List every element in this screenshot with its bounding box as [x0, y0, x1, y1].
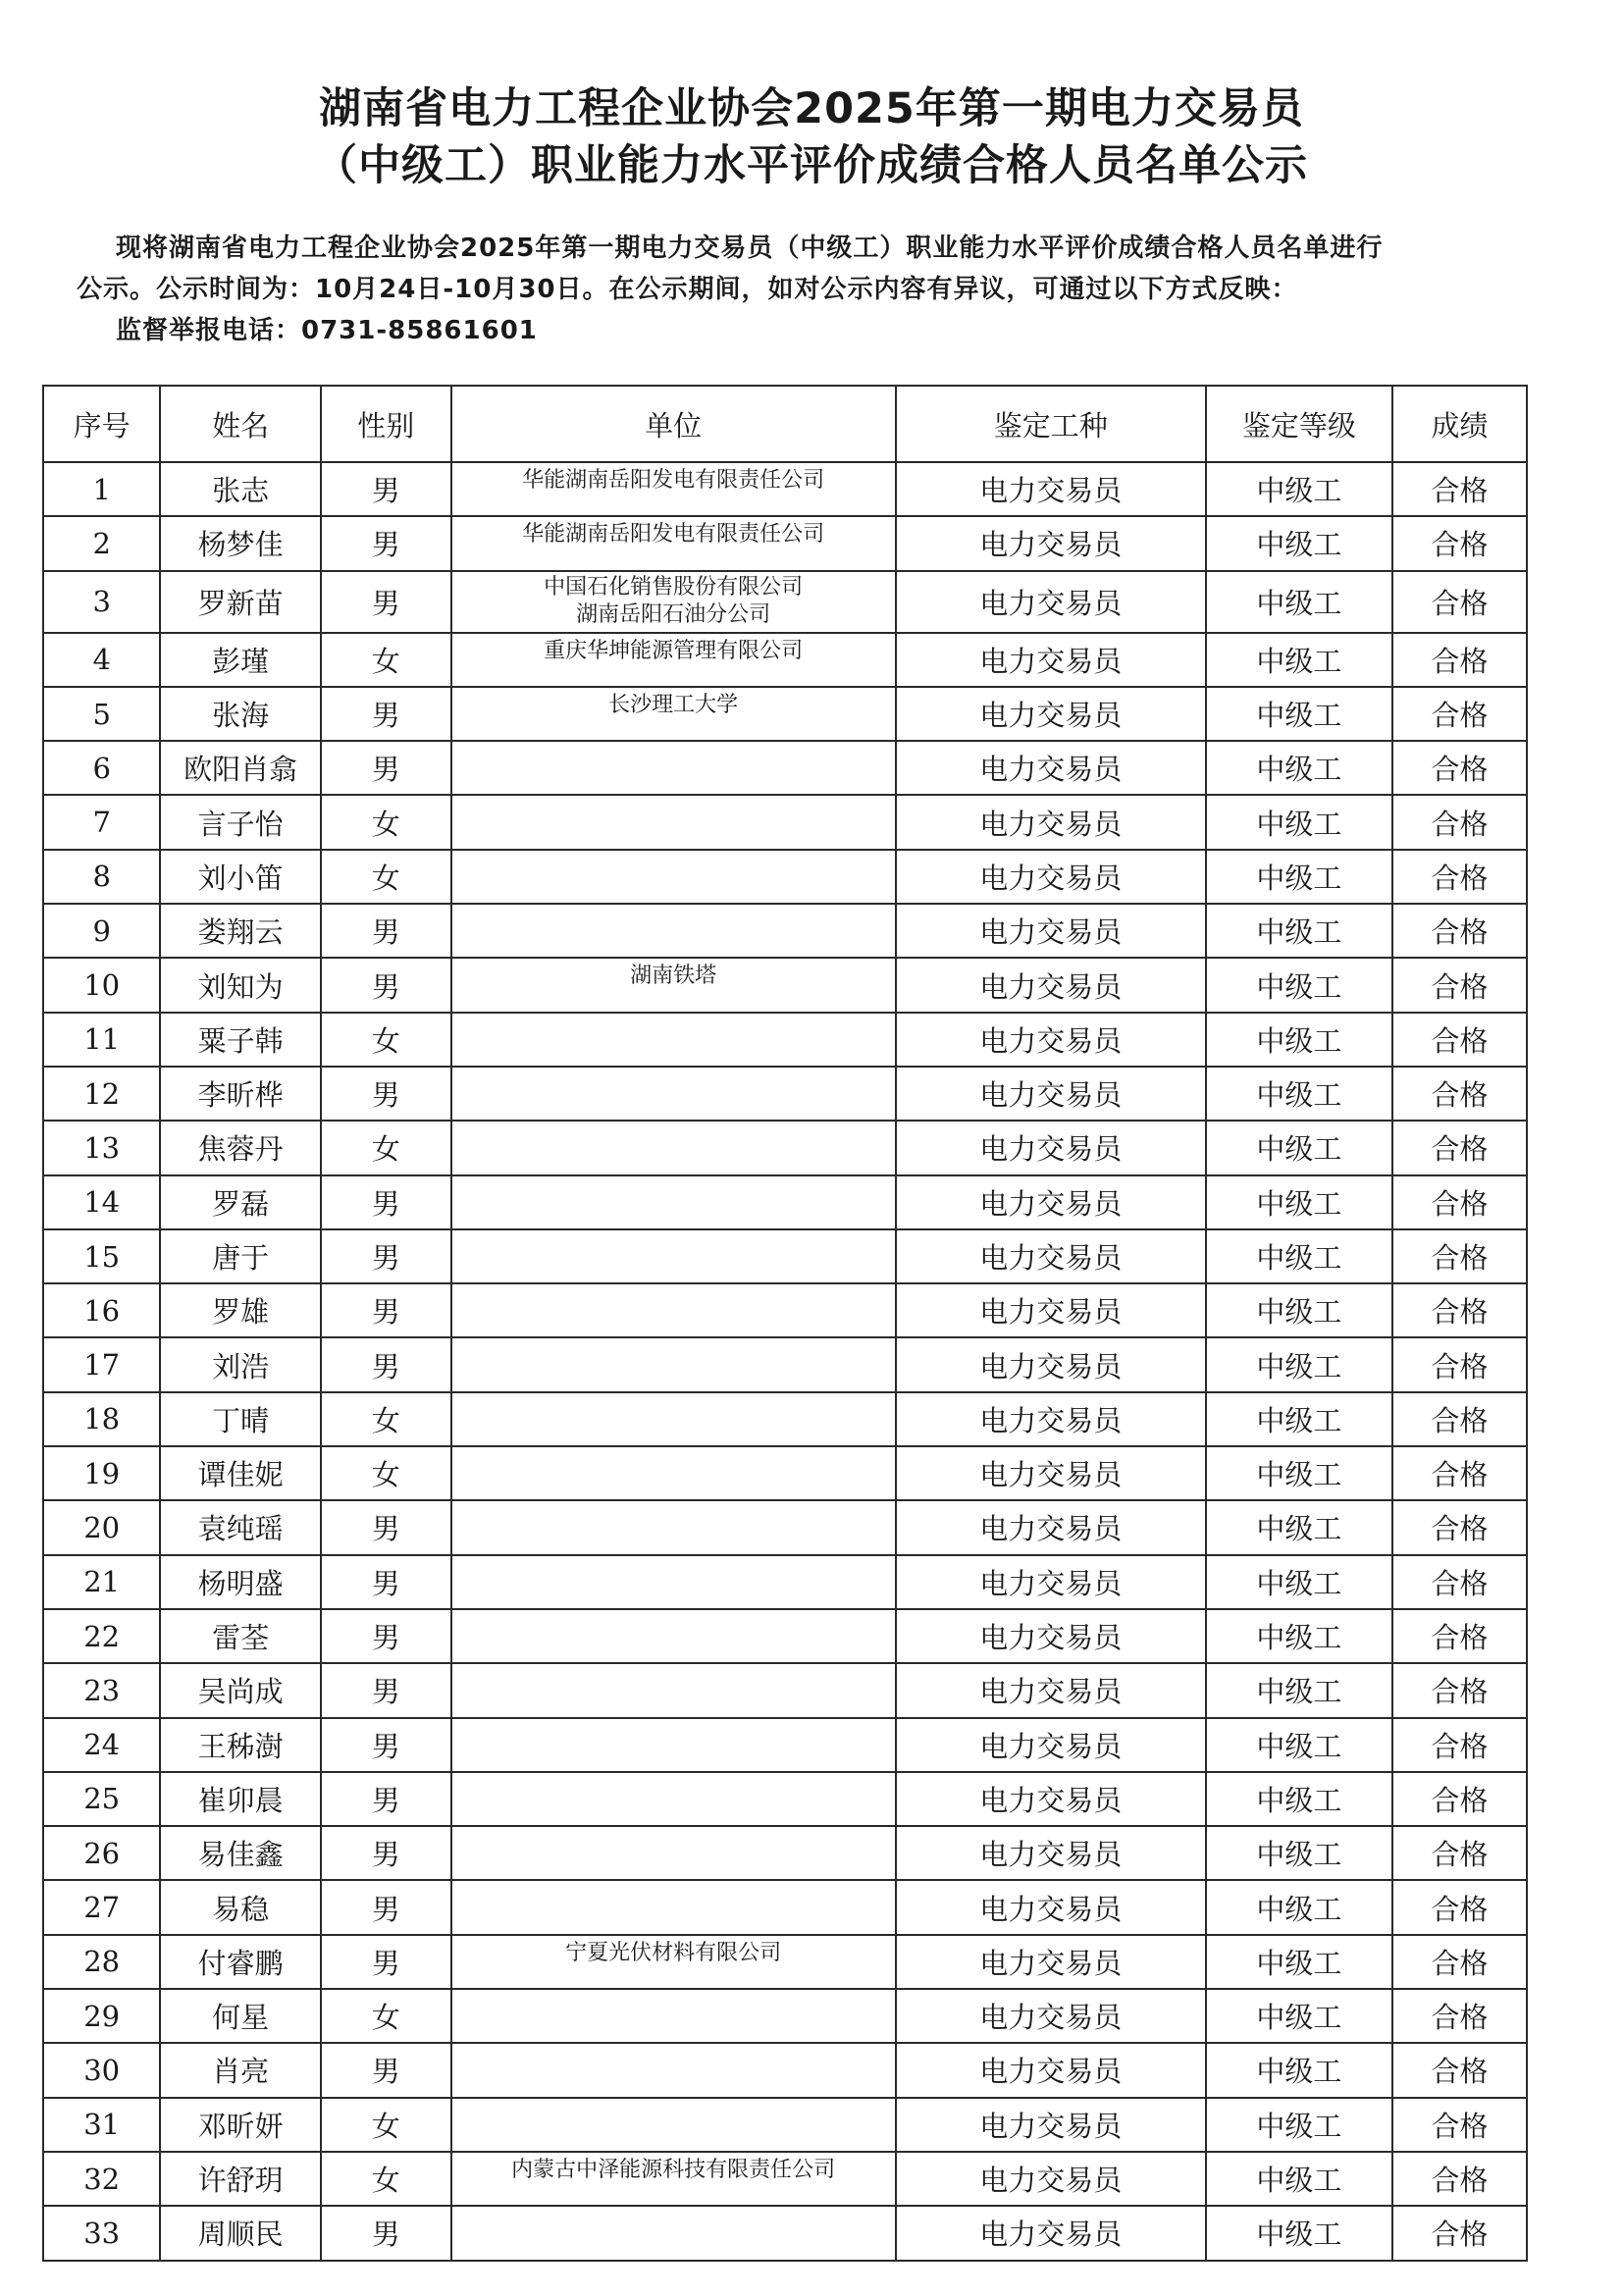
table-row: [43, 1989, 1527, 2043]
cell-result: 合格: [1392, 2206, 1527, 2260]
cell-no: 4: [43, 633, 160, 687]
cell-org: [451, 1121, 896, 1174]
cell-gender: 女: [321, 1989, 451, 2043]
table-row: [43, 1609, 1527, 1663]
cell-gender: 男: [321, 904, 451, 958]
cell-org: [451, 1718, 896, 1772]
cell-gender: 男: [321, 1718, 451, 1772]
cell-result: 合格: [1392, 2152, 1527, 2206]
cell-gender: 女: [321, 633, 451, 687]
intro-line-3: 监督举报电话：0731-85861601: [116, 316, 538, 345]
cell-org: [451, 1446, 896, 1500]
header-gender: 性别: [321, 386, 451, 462]
cell-no: 20: [43, 1500, 160, 1554]
cell-gender: 男: [321, 1229, 451, 1283]
table-row: [43, 850, 1527, 904]
cell-org: [451, 1175, 896, 1229]
cell-level: 中级工: [1206, 516, 1392, 570]
cell-level: 中级工: [1206, 850, 1392, 904]
org-line: 湖南铁塔: [630, 964, 717, 989]
cell-no: 13: [43, 1121, 160, 1174]
cell-org: [451, 687, 896, 741]
cell-gender: 男: [321, 741, 451, 795]
cell-no: 33: [43, 2206, 160, 2260]
table-row: [43, 516, 1527, 570]
cell-level: 中级工: [1206, 2152, 1392, 2206]
cell-gender: 男: [321, 1826, 451, 1880]
cell-job: 电力交易员: [896, 633, 1206, 687]
cell-org: [451, 516, 896, 570]
cell-org: [451, 1283, 896, 1337]
cell-gender: 男: [321, 687, 451, 741]
cell-name: 李昕桦: [160, 1067, 321, 1121]
header-result: 成绩: [1392, 386, 1527, 462]
cell-level: 中级工: [1206, 1229, 1392, 1283]
cell-level: 中级工: [1206, 1609, 1392, 1663]
table-row: [43, 1446, 1527, 1500]
cell-no: 3: [43, 571, 160, 633]
cell-no: 23: [43, 1663, 160, 1717]
cell-no: 31: [43, 2098, 160, 2152]
cell-level: 中级工: [1206, 958, 1392, 1012]
intro-line-2: 公示。公示时间为：10月24日-10月30日。在公示期间，如对公示内容有异议，可通过以下方式反映：: [77, 275, 1298, 304]
cell-gender: 男: [321, 1772, 451, 1826]
cell-gender: 男: [321, 2043, 451, 2097]
org-line: 宁夏光伏材料有限公司: [565, 1940, 782, 1965]
table-row: [43, 795, 1527, 849]
cell-no: 2: [43, 516, 160, 570]
cell-job: 电力交易员: [896, 1337, 1206, 1391]
org-line: 华能湖南岳阳发电有限责任公司: [522, 522, 825, 548]
cell-job: 电力交易员: [896, 1446, 1206, 1500]
cell-result: 合格: [1392, 687, 1527, 741]
cell-result: 合格: [1392, 850, 1527, 904]
cell-result: 合格: [1392, 1446, 1527, 1500]
cell-job: 电力交易员: [896, 958, 1206, 1012]
cell-job: 电力交易员: [896, 850, 1206, 904]
table-row: [43, 958, 1527, 1012]
cell-org: [451, 741, 896, 795]
cell-job: 电力交易员: [896, 1880, 1206, 1934]
intro-line-1: 现将湖南省电力工程企业协会2025年第一期电力交易员（中级工）职业能力水平评价成绩合格人员名单进行: [116, 234, 1384, 263]
cell-gender: 女: [321, 1121, 451, 1174]
cell-level: 中级工: [1206, 1935, 1392, 1989]
cell-name: 邓昕妍: [160, 2098, 321, 2152]
cell-name: 欧阳肖翕: [160, 741, 321, 795]
table-row: [43, 741, 1527, 795]
cell-name: 罗雄: [160, 1283, 321, 1337]
cell-level: 中级工: [1206, 904, 1392, 958]
table-row: [43, 1067, 1527, 1121]
cell-job: 电力交易员: [896, 1555, 1206, 1609]
cell-gender: 女: [321, 850, 451, 904]
cell-no: 5: [43, 687, 160, 741]
cell-level: 中级工: [1206, 1013, 1392, 1067]
cell-job: 电力交易员: [896, 1392, 1206, 1446]
cell-name: 吴尚成: [160, 1663, 321, 1717]
cell-gender: 男: [321, 1609, 451, 1663]
cell-name: 刘浩: [160, 1337, 321, 1391]
cell-result: 合格: [1392, 1880, 1527, 1934]
cell-no: 14: [43, 1175, 160, 1229]
cell-name: 丁晴: [160, 1392, 321, 1446]
header-org: 单位: [451, 386, 896, 462]
cell-result: 合格: [1392, 516, 1527, 570]
cell-gender: 男: [321, 1935, 451, 1989]
cell-job: 电力交易员: [896, 2206, 1206, 2260]
cell-name: 张海: [160, 687, 321, 741]
table-row: [43, 1337, 1527, 1391]
cell-level: 中级工: [1206, 571, 1392, 633]
cell-org: [451, 2043, 896, 2097]
cell-org: [451, 958, 896, 1012]
cell-org: [451, 2152, 896, 2206]
cell-job: 电力交易员: [896, 904, 1206, 958]
cell-no: 9: [43, 904, 160, 958]
cell-gender: 女: [321, 1392, 451, 1446]
cell-org: [451, 1935, 896, 1989]
cell-gender: 男: [321, 571, 451, 633]
cell-result: 合格: [1392, 1609, 1527, 1663]
cell-job: 电力交易员: [896, 1989, 1206, 2043]
table-row: [43, 1121, 1527, 1174]
cell-level: 中级工: [1206, 2098, 1392, 2152]
intro-paragraph: [77, 228, 1548, 351]
cell-result: 合格: [1392, 904, 1527, 958]
cell-name: 刘知为: [160, 958, 321, 1012]
cell-result: 合格: [1392, 795, 1527, 849]
cell-no: 17: [43, 1337, 160, 1391]
cell-result: 合格: [1392, 1229, 1527, 1283]
cell-org: [451, 1609, 896, 1663]
cell-level: 中级工: [1206, 1500, 1392, 1554]
table-row: [43, 633, 1527, 687]
cell-job: 电力交易员: [896, 1175, 1206, 1229]
cell-name: 杨梦佳: [160, 516, 321, 570]
cell-gender: 男: [321, 516, 451, 570]
cell-org: [451, 1337, 896, 1391]
cell-no: 25: [43, 1772, 160, 1826]
cell-org: [451, 795, 896, 849]
table-row: [43, 1718, 1527, 1772]
cell-no: 29: [43, 1989, 160, 2043]
cell-name: 付睿鹏: [160, 1935, 321, 1989]
cell-name: 彭瑾: [160, 633, 321, 687]
table-row: [43, 1935, 1527, 1989]
cell-result: 合格: [1392, 1013, 1527, 1067]
cell-name: 易佳鑫: [160, 1826, 321, 1880]
header-job: 鉴定工种: [896, 386, 1206, 462]
table-body: [43, 462, 1527, 2261]
cell-result: 合格: [1392, 1121, 1527, 1174]
cell-level: 中级工: [1206, 1121, 1392, 1174]
cell-result: 合格: [1392, 1663, 1527, 1717]
cell-name: 何星: [160, 1989, 321, 2043]
cell-no: 10: [43, 958, 160, 1012]
cell-name: 王秭澍: [160, 1718, 321, 1772]
cell-no: 16: [43, 1283, 160, 1337]
cell-result: 合格: [1392, 2098, 1527, 2152]
cell-result: 合格: [1392, 1772, 1527, 1826]
cell-no: 27: [43, 1880, 160, 1934]
page-title-line1: 湖南省电力工程企业协会2025年第一期电力交易员: [319, 84, 1304, 133]
cell-job: 电力交易员: [896, 1826, 1206, 1880]
org-line: 中国石化销售股份有限公司: [544, 575, 804, 600]
table-row: [43, 687, 1527, 741]
cell-no: 22: [43, 1609, 160, 1663]
cell-job: 电力交易员: [896, 1772, 1206, 1826]
cell-no: 28: [43, 1935, 160, 1989]
cell-org: [451, 1555, 896, 1609]
cell-org: [451, 1989, 896, 2043]
cell-no: 26: [43, 1826, 160, 1880]
cell-no: 19: [43, 1446, 160, 1500]
table-row: [43, 571, 1527, 633]
table-header-row: [43, 386, 1527, 462]
cell-job: 电力交易员: [896, 795, 1206, 849]
cell-org: [451, 2098, 896, 2152]
cell-name: 许舒玥: [160, 2152, 321, 2206]
table-row: [43, 1013, 1527, 1067]
cell-job: 电力交易员: [896, 1609, 1206, 1663]
cell-name: 罗磊: [160, 1175, 321, 1229]
cell-job: 电力交易员: [896, 741, 1206, 795]
table-row: [43, 2152, 1527, 2206]
cell-level: 中级工: [1206, 795, 1392, 849]
cell-gender: 男: [321, 1067, 451, 1121]
cell-org: [451, 1392, 896, 1446]
org-line: 重庆华坤能源管理有限公司: [544, 638, 804, 663]
org-line: 华能湖南岳阳发电有限责任公司: [522, 468, 825, 493]
table-row: [43, 1500, 1527, 1554]
cell-job: 电力交易员: [896, 462, 1206, 516]
cell-level: 中级工: [1206, 1283, 1392, 1337]
cell-no: 24: [43, 1718, 160, 1772]
cell-name: 粟子韩: [160, 1013, 321, 1067]
cell-result: 合格: [1392, 462, 1527, 516]
cell-org: [451, 1229, 896, 1283]
table-row: [43, 1229, 1527, 1283]
cell-gender: 女: [321, 795, 451, 849]
cell-level: 中级工: [1206, 1663, 1392, 1717]
cell-job: 电力交易员: [896, 516, 1206, 570]
cell-level: 中级工: [1206, 1772, 1392, 1826]
cell-org: [451, 1663, 896, 1717]
cell-name: 罗新苗: [160, 571, 321, 633]
cell-no: 11: [43, 1013, 160, 1067]
cell-gender: 男: [321, 2206, 451, 2260]
cell-org: [451, 850, 896, 904]
cell-org: [451, 1826, 896, 1880]
cell-gender: 女: [321, 2098, 451, 2152]
page-title-line2: （中级工）职业能力水平评价成绩合格人员名单公示: [315, 141, 1308, 190]
cell-result: 合格: [1392, 1935, 1527, 1989]
cell-job: 电力交易员: [896, 1229, 1206, 1283]
cell-level: 中级工: [1206, 687, 1392, 741]
table-row: [43, 2098, 1527, 2152]
cell-name: 言子怡: [160, 795, 321, 849]
cell-no: 1: [43, 462, 160, 516]
cell-job: 电力交易员: [896, 1935, 1206, 1989]
table-row: [43, 1880, 1527, 1934]
cell-no: 21: [43, 1555, 160, 1609]
cell-level: 中级工: [1206, 741, 1392, 795]
cell-no: 8: [43, 850, 160, 904]
table-row: [43, 1283, 1527, 1337]
cell-gender: 女: [321, 1013, 451, 1067]
cell-level: 中级工: [1206, 2206, 1392, 2260]
cell-job: 电力交易员: [896, 1283, 1206, 1337]
cell-org: [451, 1880, 896, 1934]
cell-level: 中级工: [1206, 1337, 1392, 1391]
cell-result: 合格: [1392, 1392, 1527, 1446]
cell-name: 易稳: [160, 1880, 321, 1934]
cell-job: 电力交易员: [896, 687, 1206, 741]
cell-org: [451, 1067, 896, 1121]
cell-gender: 男: [321, 462, 451, 516]
table-row: [43, 1826, 1527, 1880]
table-row: [43, 904, 1527, 958]
cell-org: [451, 2206, 896, 2260]
cell-level: 中级工: [1206, 1555, 1392, 1609]
cell-name: 谭佳妮: [160, 1446, 321, 1500]
cell-level: 中级工: [1206, 1067, 1392, 1121]
cell-gender: 男: [321, 1283, 451, 1337]
cell-job: 电力交易员: [896, 571, 1206, 633]
cell-result: 合格: [1392, 1175, 1527, 1229]
cell-name: 刘小笛: [160, 850, 321, 904]
cell-org: [451, 1500, 896, 1554]
cell-level: 中级工: [1206, 1718, 1392, 1772]
cell-gender: 男: [321, 1175, 451, 1229]
cell-result: 合格: [1392, 1989, 1527, 2043]
cell-level: 中级工: [1206, 462, 1392, 516]
cell-job: 电力交易员: [896, 2043, 1206, 2097]
cell-org: [451, 462, 896, 516]
cell-result: 合格: [1392, 1067, 1527, 1121]
table-row: [43, 2043, 1527, 2097]
cell-job: 电力交易员: [896, 1013, 1206, 1067]
cell-job: 电力交易员: [896, 1718, 1206, 1772]
cell-name: 崔卯晨: [160, 1772, 321, 1826]
header-level: 鉴定等级: [1206, 386, 1392, 462]
table-row: [43, 1175, 1527, 1229]
header-name: 姓名: [160, 386, 321, 462]
cell-no: 32: [43, 2152, 160, 2206]
cell-result: 合格: [1392, 1826, 1527, 1880]
cell-level: 中级工: [1206, 1392, 1392, 1446]
cell-org: [451, 633, 896, 687]
cell-gender: 男: [321, 958, 451, 1012]
cell-result: 合格: [1392, 958, 1527, 1012]
org-line: 内蒙古中泽能源科技有限责任公司: [511, 2157, 836, 2182]
cell-no: 12: [43, 1067, 160, 1121]
cell-org: [451, 571, 896, 633]
cell-level: 中级工: [1206, 1175, 1392, 1229]
cell-no: 30: [43, 2043, 160, 2097]
cell-gender: 男: [321, 1663, 451, 1717]
table-row: [43, 1663, 1527, 1717]
cell-name: 焦蓉丹: [160, 1121, 321, 1174]
table-row: [43, 462, 1527, 516]
results-table: [42, 385, 1528, 2262]
cell-no: 18: [43, 1392, 160, 1446]
cell-name: 雷荃: [160, 1609, 321, 1663]
cell-name: 袁纯瑶: [160, 1500, 321, 1554]
cell-result: 合格: [1392, 1718, 1527, 1772]
cell-org: [451, 904, 896, 958]
cell-name: 周顺民: [160, 2206, 321, 2260]
header-no: 序号: [43, 386, 160, 462]
cell-gender: 男: [321, 1555, 451, 1609]
cell-job: 电力交易员: [896, 2152, 1206, 2206]
cell-level: 中级工: [1206, 633, 1392, 687]
cell-result: 合格: [1392, 1337, 1527, 1391]
cell-org: [451, 1772, 896, 1826]
cell-job: 电力交易员: [896, 1663, 1206, 1717]
cell-name: 肖亮: [160, 2043, 321, 2097]
cell-gender: 女: [321, 2152, 451, 2206]
cell-job: 电力交易员: [896, 2098, 1206, 2152]
cell-result: 合格: [1392, 741, 1527, 795]
cell-no: 15: [43, 1229, 160, 1283]
cell-level: 中级工: [1206, 1446, 1392, 1500]
table-row: [43, 1555, 1527, 1609]
cell-result: 合格: [1392, 1500, 1527, 1554]
cell-name: 唐于: [160, 1229, 321, 1283]
cell-result: 合格: [1392, 1283, 1527, 1337]
cell-result: 合格: [1392, 1555, 1527, 1609]
table-row: [43, 2206, 1527, 2260]
cell-level: 中级工: [1206, 2043, 1392, 2097]
cell-level: 中级工: [1206, 1826, 1392, 1880]
table-row: [43, 1392, 1527, 1446]
org-line: 长沙理工大学: [608, 692, 739, 717]
cell-gender: 女: [321, 1446, 451, 1500]
cell-gender: 男: [321, 1500, 451, 1554]
cell-job: 电力交易员: [896, 1121, 1206, 1174]
cell-job: 电力交易员: [896, 1067, 1206, 1121]
cell-gender: 男: [321, 1880, 451, 1934]
cell-job: 电力交易员: [896, 1500, 1206, 1554]
cell-org: [451, 1013, 896, 1067]
cell-name: 张志: [160, 462, 321, 516]
cell-level: 中级工: [1206, 1880, 1392, 1934]
cell-gender: 男: [321, 1337, 451, 1391]
cell-level: 中级工: [1206, 1989, 1392, 2043]
cell-result: 合格: [1392, 2043, 1527, 2097]
cell-no: 7: [43, 795, 160, 849]
table-row: [43, 1772, 1527, 1826]
cell-no: 6: [43, 741, 160, 795]
cell-result: 合格: [1392, 571, 1527, 633]
org-line-2: 湖南岳阳石油分公司: [576, 602, 771, 628]
cell-name: 娄翔云: [160, 904, 321, 958]
cell-name: 杨明盛: [160, 1555, 321, 1609]
cell-result: 合格: [1392, 633, 1527, 687]
